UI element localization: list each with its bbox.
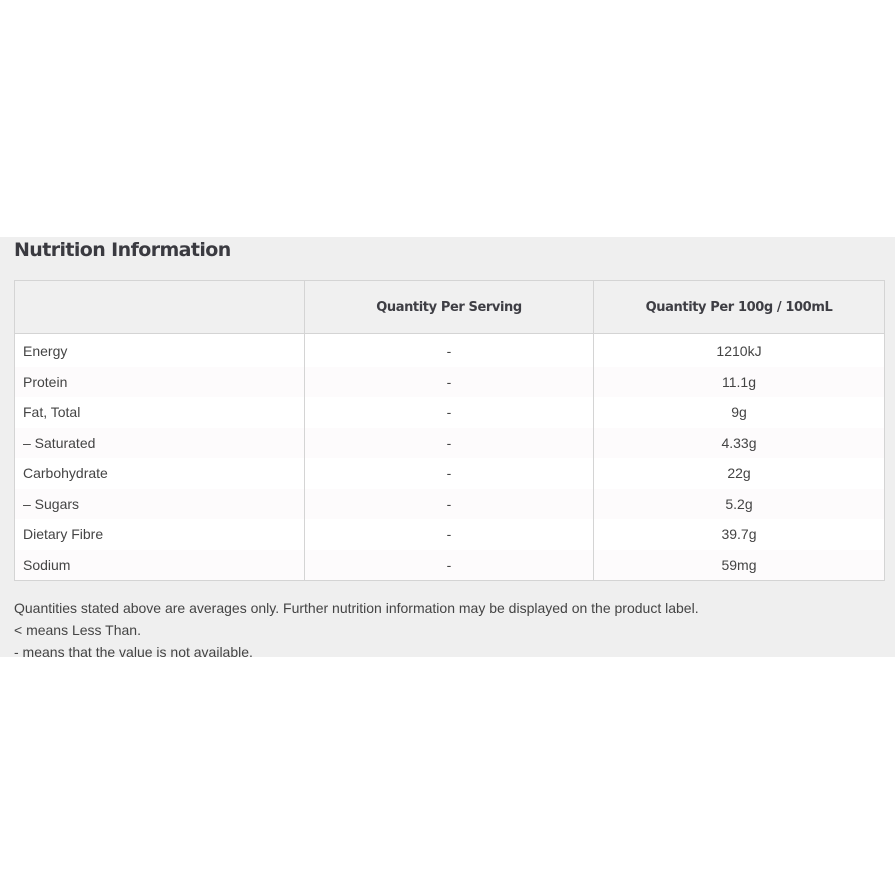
header-nutrient [15, 281, 305, 334]
header-per-serving: Quantity Per Serving [305, 281, 594, 334]
table-header-row [15, 281, 885, 334]
table-row [15, 428, 885, 459]
nutrient-name: Carbohydrate [15, 458, 305, 489]
footnotes [14, 597, 884, 663]
per-serving-value: - [305, 397, 594, 428]
per-serving-value: - [305, 334, 594, 367]
per-100-value: 9g [594, 397, 885, 428]
table-row [15, 550, 885, 581]
per-100-value: 22g [594, 458, 885, 489]
table-row [15, 397, 885, 428]
nutrient-name: – Sugars [15, 489, 305, 520]
table-row [15, 367, 885, 398]
header-per-100: Quantity Per 100g / 100mL [594, 281, 885, 334]
per-serving-value: - [305, 550, 594, 581]
per-100-value: 59mg [594, 550, 885, 581]
nutrition-table [14, 280, 885, 581]
per-serving-value: - [305, 428, 594, 459]
per-100-value: 4.33g [594, 428, 885, 459]
per-serving-value: - [305, 367, 594, 398]
nutrient-name: Dietary Fibre [15, 519, 305, 550]
per-serving-value: - [305, 458, 594, 489]
nutrient-name: Fat, Total [15, 397, 305, 428]
per-serving-value: - [305, 489, 594, 520]
nutrition-panel [0, 237, 895, 660]
footnote-less-than: < means Less Than. [14, 622, 141, 638]
table-row [15, 489, 885, 520]
table-row [15, 519, 885, 550]
table-row [15, 458, 885, 489]
nutrient-name: Protein [15, 367, 305, 398]
per-100-value: 39.7g [594, 519, 885, 550]
table-row [15, 334, 885, 367]
section-title: Nutrition Information [14, 239, 231, 261]
per-serving-value: - [305, 519, 594, 550]
nutrient-name: Sodium [15, 550, 305, 581]
nutrient-name: Energy [15, 334, 305, 367]
per-100-value: 5.2g [594, 489, 885, 520]
per-100-value: 11.1g [594, 367, 885, 398]
nutrient-name: – Saturated [15, 428, 305, 459]
footnote-not-available: - means that the value is not available. [14, 644, 253, 660]
footnote-averages: Quantities stated above are averages only. Further nutrition information may be displayed on the product label. [14, 600, 699, 616]
per-100-value: 1210kJ [594, 334, 885, 367]
